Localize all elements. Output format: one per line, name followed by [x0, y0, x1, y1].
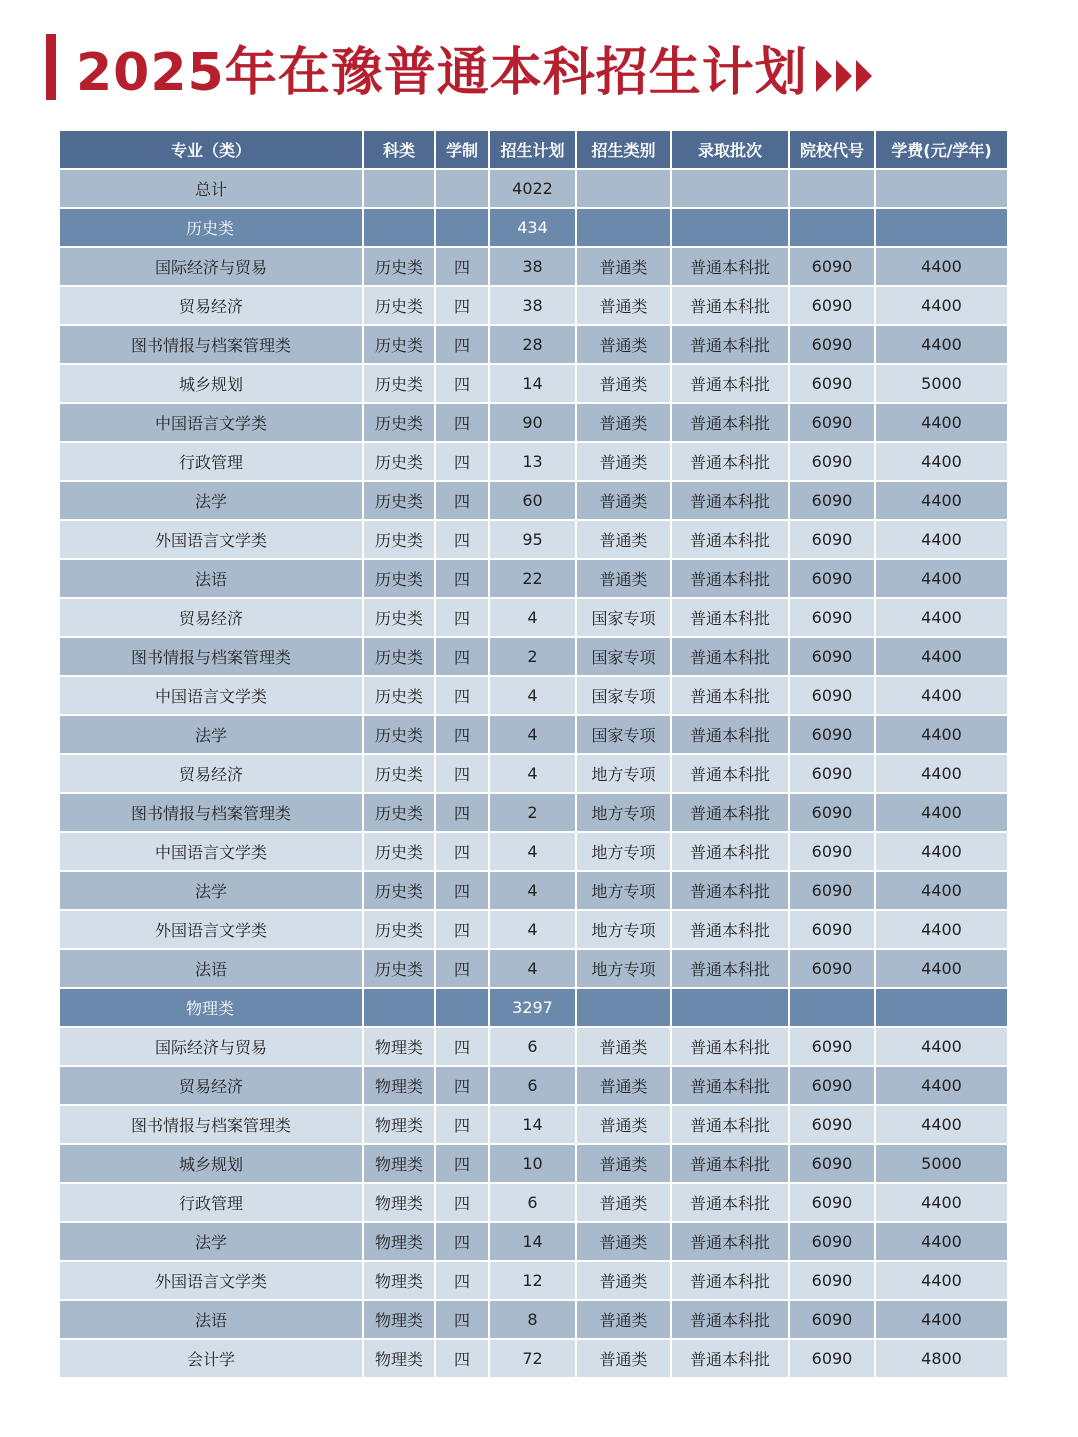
cell-category: 普通类	[577, 1340, 672, 1379]
section-name: 历史类	[60, 209, 364, 248]
cell-school-code: 6090	[790, 1301, 876, 1340]
cell-tuition: 4400	[876, 443, 1007, 482]
header-tuition: 学费(元/学年)	[876, 131, 1007, 170]
cell-major: 图书情报与档案管理类	[60, 794, 364, 833]
cell-major: 贸易经济	[60, 755, 364, 794]
cell-major: 图书情报与档案管理类	[60, 638, 364, 677]
cell-plan-count: 4	[490, 872, 577, 911]
cell-plan-count: 12	[490, 1262, 577, 1301]
cell-category: 国家专项	[577, 638, 672, 677]
table-row	[60, 950, 1007, 989]
cell-batch: 普通本科批	[672, 326, 790, 365]
cell-subject: 历史类	[364, 365, 436, 404]
cell-plan-count: 22	[490, 560, 577, 599]
cell-duration: 四	[436, 1262, 490, 1301]
cell-subject: 历史类	[364, 716, 436, 755]
cell-duration: 四	[436, 755, 490, 794]
cell-subject: 历史类	[364, 326, 436, 365]
cell-category: 地方专项	[577, 755, 672, 794]
cell-batch: 普通本科批	[672, 1028, 790, 1067]
cell-subject: 历史类	[364, 677, 436, 716]
cell-duration: 四	[436, 1106, 490, 1145]
cell-batch: 普通本科批	[672, 911, 790, 950]
header-school-code: 院校代号	[790, 131, 876, 170]
cell-batch: 普通本科批	[672, 1340, 790, 1379]
table-row	[60, 287, 1007, 326]
cell-subject: 历史类	[364, 755, 436, 794]
cell-duration: 四	[436, 248, 490, 287]
cell-plan-count: 13	[490, 443, 577, 482]
cell-duration: 四	[436, 521, 490, 560]
chevron-right-icon	[816, 60, 832, 92]
cell-plan-count: 4	[490, 833, 577, 872]
cell-category: 普通类	[577, 1262, 672, 1301]
cell-subject: 历史类	[364, 950, 436, 989]
cell-category: 普通类	[577, 443, 672, 482]
cell-subject: 历史类	[364, 287, 436, 326]
cell-major: 行政管理	[60, 1184, 364, 1223]
total-row	[60, 170, 1007, 209]
cell-plan-count: 4	[490, 911, 577, 950]
cell-school-code: 6090	[790, 326, 876, 365]
cell-batch: 普通本科批	[672, 1301, 790, 1340]
total-label: 总计	[60, 170, 364, 209]
cell-subject: 历史类	[364, 833, 436, 872]
total-count: 4022	[490, 170, 577, 209]
cell-tuition: 4400	[876, 1262, 1007, 1301]
cell-duration: 四	[436, 1145, 490, 1184]
cell-major: 法语	[60, 560, 364, 599]
cell-tuition: 4400	[876, 1184, 1007, 1223]
cell-subject: 历史类	[364, 404, 436, 443]
cell-subject: 物理类	[364, 1262, 436, 1301]
cell-tuition: 5000	[876, 365, 1007, 404]
cell-school-code: 6090	[790, 1340, 876, 1379]
cell-category: 普通类	[577, 482, 672, 521]
cell-plan-count: 72	[490, 1340, 577, 1379]
cell-school-code: 6090	[790, 833, 876, 872]
cell-plan-count: 6	[490, 1067, 577, 1106]
cell-tuition: 4400	[876, 482, 1007, 521]
cell-tuition: 4400	[876, 248, 1007, 287]
cell-subject: 历史类	[364, 794, 436, 833]
title-accent-bar	[46, 34, 56, 100]
table-header-row	[60, 131, 1007, 170]
page-title: 2025年在豫普通本科招生计划	[76, 43, 808, 103]
cell-subject: 历史类	[364, 560, 436, 599]
cell-subject: 历史类	[364, 482, 436, 521]
cell-tuition: 4400	[876, 599, 1007, 638]
section-count: 3297	[490, 989, 577, 1028]
cell-subject: 物理类	[364, 1106, 436, 1145]
cell-plan-count: 14	[490, 1223, 577, 1262]
cell-plan-count: 2	[490, 794, 577, 833]
section-row	[60, 209, 1007, 248]
cell-batch: 普通本科批	[672, 833, 790, 872]
table-row	[60, 482, 1007, 521]
cell-subject: 物理类	[364, 1067, 436, 1106]
cell-major: 法学	[60, 482, 364, 521]
cell-batch: 普通本科批	[672, 716, 790, 755]
cell-duration: 四	[436, 911, 490, 950]
cell-plan-count: 4	[490, 755, 577, 794]
cell-category: 普通类	[577, 365, 672, 404]
cell-tuition: 4400	[876, 794, 1007, 833]
cell-batch: 普通本科批	[672, 638, 790, 677]
cell-duration: 四	[436, 1340, 490, 1379]
table-row	[60, 755, 1007, 794]
cell-tuition: 4400	[876, 521, 1007, 560]
cell-major: 法学	[60, 872, 364, 911]
cell-major: 法学	[60, 716, 364, 755]
cell-major: 外国语言文学类	[60, 911, 364, 950]
cell-duration: 四	[436, 404, 490, 443]
cell-batch: 普通本科批	[672, 365, 790, 404]
section-count: 434	[490, 209, 577, 248]
cell-category: 普通类	[577, 1223, 672, 1262]
cell-category: 普通类	[577, 521, 672, 560]
cell-tuition: 4800	[876, 1340, 1007, 1379]
cell-batch: 普通本科批	[672, 521, 790, 560]
cell-duration: 四	[436, 833, 490, 872]
cell-batch: 普通本科批	[672, 1067, 790, 1106]
table-row	[60, 599, 1007, 638]
cell-school-code: 6090	[790, 365, 876, 404]
cell-category: 地方专项	[577, 833, 672, 872]
cell-category: 普通类	[577, 560, 672, 599]
cell-major: 外国语言文学类	[60, 521, 364, 560]
cell-school-code: 6090	[790, 1184, 876, 1223]
cell-plan-count: 2	[490, 638, 577, 677]
table-row	[60, 521, 1007, 560]
cell-major: 法学	[60, 1223, 364, 1262]
cell-plan-count: 90	[490, 404, 577, 443]
cell-school-code: 6090	[790, 872, 876, 911]
section-name: 物理类	[60, 989, 364, 1028]
cell-duration: 四	[436, 638, 490, 677]
cell-batch: 普通本科批	[672, 1106, 790, 1145]
table-row	[60, 1301, 1007, 1340]
cell-major: 外国语言文学类	[60, 1262, 364, 1301]
cell-tuition: 4400	[876, 560, 1007, 599]
table-row	[60, 677, 1007, 716]
cell-batch: 普通本科批	[672, 443, 790, 482]
cell-subject: 历史类	[364, 872, 436, 911]
cell-batch: 普通本科批	[672, 404, 790, 443]
cell-major: 图书情报与档案管理类	[60, 326, 364, 365]
cell-school-code: 6090	[790, 638, 876, 677]
table-row	[60, 1223, 1007, 1262]
cell-plan-count: 4	[490, 599, 577, 638]
cell-batch: 普通本科批	[672, 482, 790, 521]
cell-category: 普通类	[577, 1106, 672, 1145]
cell-major: 贸易经济	[60, 1067, 364, 1106]
cell-duration: 四	[436, 443, 490, 482]
cell-school-code: 6090	[790, 521, 876, 560]
cell-plan-count: 14	[490, 1106, 577, 1145]
cell-tuition: 4400	[876, 833, 1007, 872]
cell-tuition: 4400	[876, 716, 1007, 755]
cell-category: 普通类	[577, 1145, 672, 1184]
cell-category: 普通类	[577, 404, 672, 443]
cell-school-code: 6090	[790, 755, 876, 794]
cell-tuition: 4400	[876, 326, 1007, 365]
cell-subject: 历史类	[364, 911, 436, 950]
cell-school-code: 6090	[790, 482, 876, 521]
cell-subject: 物理类	[364, 1145, 436, 1184]
table-row	[60, 872, 1007, 911]
cell-major: 国际经济与贸易	[60, 1028, 364, 1067]
cell-batch: 普通本科批	[672, 287, 790, 326]
chevron-right-icon	[836, 60, 852, 92]
cell-batch: 普通本科批	[672, 1145, 790, 1184]
cell-batch: 普通本科批	[672, 1223, 790, 1262]
table-row	[60, 443, 1007, 482]
table-row	[60, 911, 1007, 950]
cell-category: 普通类	[577, 1184, 672, 1223]
cell-school-code: 6090	[790, 560, 876, 599]
cell-school-code: 6090	[790, 443, 876, 482]
cell-subject: 物理类	[364, 1340, 436, 1379]
title-arrows	[816, 60, 872, 92]
cell-duration: 四	[436, 560, 490, 599]
cell-tuition: 4400	[876, 287, 1007, 326]
cell-major: 图书情报与档案管理类	[60, 1106, 364, 1145]
cell-plan-count: 8	[490, 1301, 577, 1340]
header-duration: 学制	[436, 131, 490, 170]
cell-duration: 四	[436, 1184, 490, 1223]
cell-major: 贸易经济	[60, 287, 364, 326]
cell-category: 普通类	[577, 248, 672, 287]
cell-subject: 历史类	[364, 638, 436, 677]
cell-batch: 普通本科批	[672, 950, 790, 989]
cell-major: 国际经济与贸易	[60, 248, 364, 287]
table-row	[60, 1106, 1007, 1145]
cell-batch: 普通本科批	[672, 677, 790, 716]
cell-duration: 四	[436, 599, 490, 638]
cell-category: 普通类	[577, 287, 672, 326]
cell-tuition: 4400	[876, 1106, 1007, 1145]
section-row	[60, 989, 1007, 1028]
cell-plan-count: 38	[490, 287, 577, 326]
cell-major: 贸易经济	[60, 599, 364, 638]
cell-category: 地方专项	[577, 911, 672, 950]
cell-duration: 四	[436, 716, 490, 755]
cell-school-code: 6090	[790, 599, 876, 638]
table-row	[60, 1184, 1007, 1223]
cell-duration: 四	[436, 794, 490, 833]
cell-school-code: 6090	[790, 950, 876, 989]
chevron-right-icon	[856, 60, 872, 92]
cell-duration: 四	[436, 677, 490, 716]
cell-plan-count: 10	[490, 1145, 577, 1184]
cell-batch: 普通本科批	[672, 794, 790, 833]
cell-school-code: 6090	[790, 1106, 876, 1145]
cell-major: 中国语言文学类	[60, 404, 364, 443]
cell-plan-count: 60	[490, 482, 577, 521]
table-row	[60, 716, 1007, 755]
cell-duration: 四	[436, 1301, 490, 1340]
cell-subject: 物理类	[364, 1301, 436, 1340]
cell-school-code: 6090	[790, 1145, 876, 1184]
cell-duration: 四	[436, 365, 490, 404]
cell-school-code: 6090	[790, 287, 876, 326]
cell-duration: 四	[436, 482, 490, 521]
cell-batch: 普通本科批	[672, 755, 790, 794]
cell-category: 地方专项	[577, 872, 672, 911]
cell-subject: 物理类	[364, 1184, 436, 1223]
enrollment-plan-table	[60, 131, 1007, 1379]
cell-tuition: 4400	[876, 1301, 1007, 1340]
cell-subject: 历史类	[364, 521, 436, 560]
cell-plan-count: 38	[490, 248, 577, 287]
cell-school-code: 6090	[790, 677, 876, 716]
table-row	[60, 1262, 1007, 1301]
cell-subject: 物理类	[364, 1223, 436, 1262]
cell-category: 普通类	[577, 1028, 672, 1067]
cell-category: 地方专项	[577, 950, 672, 989]
cell-category: 国家专项	[577, 599, 672, 638]
cell-school-code: 6090	[790, 1223, 876, 1262]
table-row	[60, 248, 1007, 287]
cell-tuition: 4400	[876, 911, 1007, 950]
cell-plan-count: 4	[490, 950, 577, 989]
cell-school-code: 6090	[790, 404, 876, 443]
cell-major: 中国语言文学类	[60, 677, 364, 716]
header-subject: 科类	[364, 131, 436, 170]
cell-tuition: 4400	[876, 1028, 1007, 1067]
cell-tuition: 5000	[876, 1145, 1007, 1184]
cell-plan-count: 4	[490, 677, 577, 716]
cell-major: 城乡规划	[60, 365, 364, 404]
cell-school-code: 6090	[790, 1028, 876, 1067]
cell-major: 中国语言文学类	[60, 833, 364, 872]
cell-plan-count: 28	[490, 326, 577, 365]
cell-batch: 普通本科批	[672, 560, 790, 599]
cell-major: 法语	[60, 950, 364, 989]
cell-category: 普通类	[577, 1067, 672, 1106]
cell-duration: 四	[436, 1028, 490, 1067]
cell-school-code: 6090	[790, 1067, 876, 1106]
cell-school-code: 6090	[790, 248, 876, 287]
cell-tuition: 4400	[876, 677, 1007, 716]
table-row	[60, 794, 1007, 833]
table-row	[60, 1028, 1007, 1067]
cell-tuition: 4400	[876, 638, 1007, 677]
cell-batch: 普通本科批	[672, 1184, 790, 1223]
cell-duration: 四	[436, 1223, 490, 1262]
table-row	[60, 326, 1007, 365]
cell-duration: 四	[436, 326, 490, 365]
header-plan-count: 招生计划	[490, 131, 577, 170]
cell-subject: 历史类	[364, 599, 436, 638]
cell-duration: 四	[436, 287, 490, 326]
cell-plan-count: 4	[490, 716, 577, 755]
table-row	[60, 560, 1007, 599]
cell-batch: 普通本科批	[672, 1262, 790, 1301]
cell-batch: 普通本科批	[672, 599, 790, 638]
cell-tuition: 4400	[876, 1067, 1007, 1106]
header-batch: 录取批次	[672, 131, 790, 170]
cell-duration: 四	[436, 1067, 490, 1106]
cell-batch: 普通本科批	[672, 872, 790, 911]
header-category: 招生类别	[577, 131, 672, 170]
cell-major: 城乡规划	[60, 1145, 364, 1184]
cell-category: 国家专项	[577, 716, 672, 755]
header-major: 专业（类）	[60, 131, 364, 170]
cell-subject: 物理类	[364, 1028, 436, 1067]
table-row	[60, 638, 1007, 677]
cell-subject: 历史类	[364, 248, 436, 287]
cell-major: 法语	[60, 1301, 364, 1340]
cell-school-code: 6090	[790, 716, 876, 755]
cell-category: 普通类	[577, 1301, 672, 1340]
table-row	[60, 1067, 1007, 1106]
cell-tuition: 4400	[876, 404, 1007, 443]
cell-duration: 四	[436, 872, 490, 911]
cell-category: 地方专项	[577, 794, 672, 833]
cell-plan-count: 6	[490, 1184, 577, 1223]
cell-plan-count: 6	[490, 1028, 577, 1067]
cell-major: 行政管理	[60, 443, 364, 482]
cell-plan-count: 14	[490, 365, 577, 404]
cell-category: 普通类	[577, 326, 672, 365]
table-row	[60, 1145, 1007, 1184]
cell-school-code: 6090	[790, 911, 876, 950]
cell-plan-count: 95	[490, 521, 577, 560]
cell-tuition: 4400	[876, 872, 1007, 911]
table-row	[60, 404, 1007, 443]
cell-subject: 历史类	[364, 443, 436, 482]
table-row	[60, 833, 1007, 872]
cell-duration: 四	[436, 950, 490, 989]
cell-tuition: 4400	[876, 1223, 1007, 1262]
cell-major: 会计学	[60, 1340, 364, 1379]
cell-tuition: 4400	[876, 950, 1007, 989]
cell-tuition: 4400	[876, 755, 1007, 794]
cell-school-code: 6090	[790, 794, 876, 833]
table-row	[60, 365, 1007, 404]
cell-batch: 普通本科批	[672, 248, 790, 287]
cell-school-code: 6090	[790, 1262, 876, 1301]
table-row	[60, 1340, 1007, 1379]
cell-category: 国家专项	[577, 677, 672, 716]
